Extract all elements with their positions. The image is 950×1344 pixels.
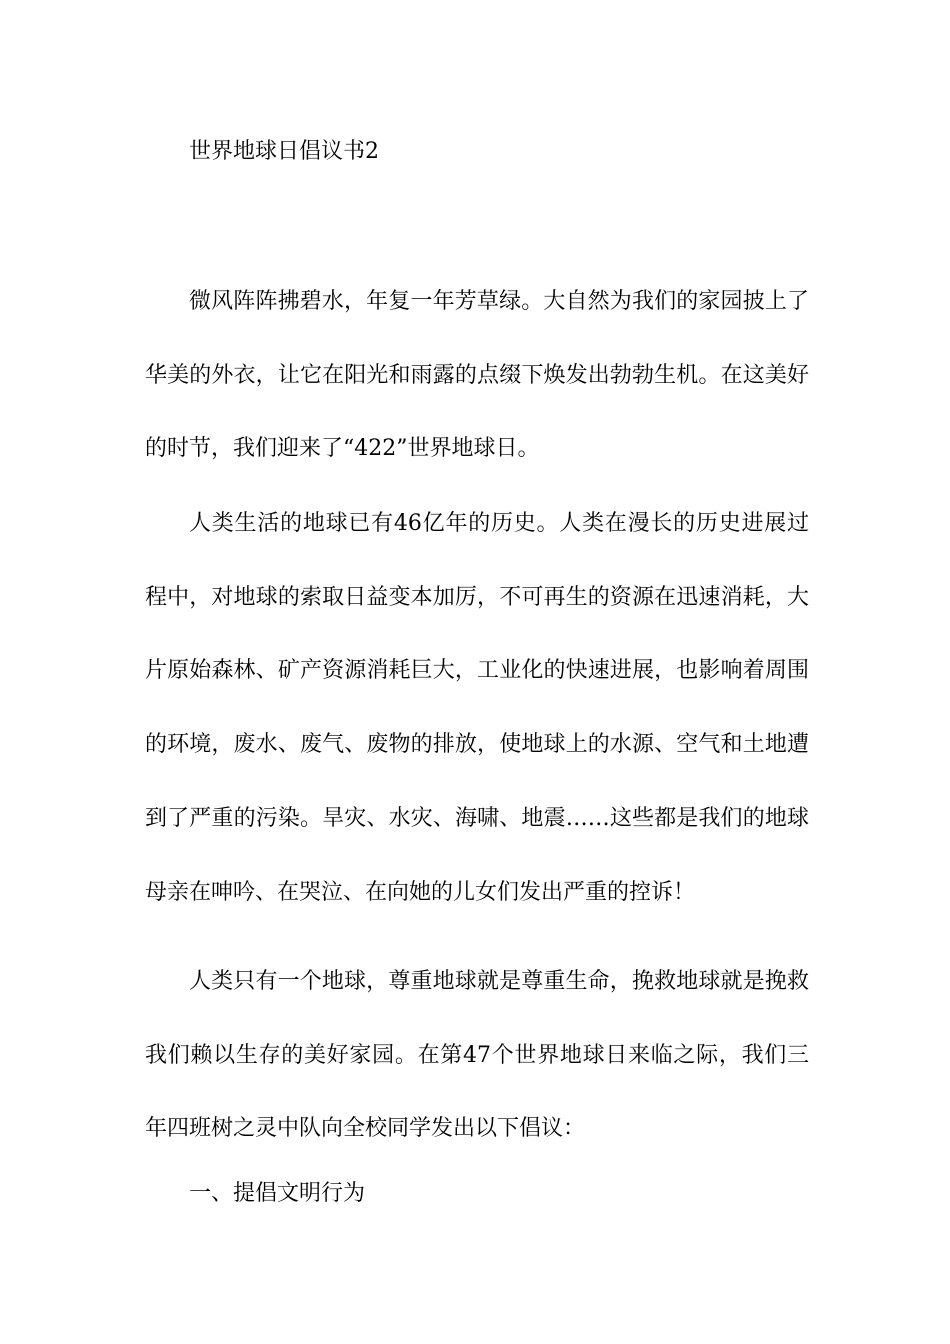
document-title: 世界地球日倡议书2: [189, 139, 379, 164]
paragraph-earth-history: 人类生活的地球已有46亿年的历史。人类在漫长的历史进展过程中，对地球的索取日益变本加厉，不可再生的资源在迅速消耗，大片原始森林、矿产资源消耗巨大，工业化的快速进展，也影响着周围的环境，废水、废气、废物的排放，使地球上的水源、空气和土地遭到了严重的污染。旱灾、水灾、海啸、地震……这些都是我们的地球母亲在呻吟、在哭泣、在向她的儿女们发出严重的控诉！: [145, 511, 809, 905]
paragraph-proposal: 人类只有一个地球，尊重地球就是尊重生命，挽救地球就是挽救我们赖以生存的美好家园。在第47个世界地球日来临之际，我们三年四班树之灵中队向全校同学发出以下倡议：: [145, 969, 809, 1142]
section-heading: 一、提倡文明行为: [189, 1181, 366, 1206]
paragraph-intro: 微风阵阵拂碧水，年复一年芳草绿。大自然为我们的家园披上了华美的外衣，让它在阳光和雨露的点缀下焕发出勃勃生机。在这美好的时节，我们迎来了“422”世界地球日。: [145, 289, 809, 462]
